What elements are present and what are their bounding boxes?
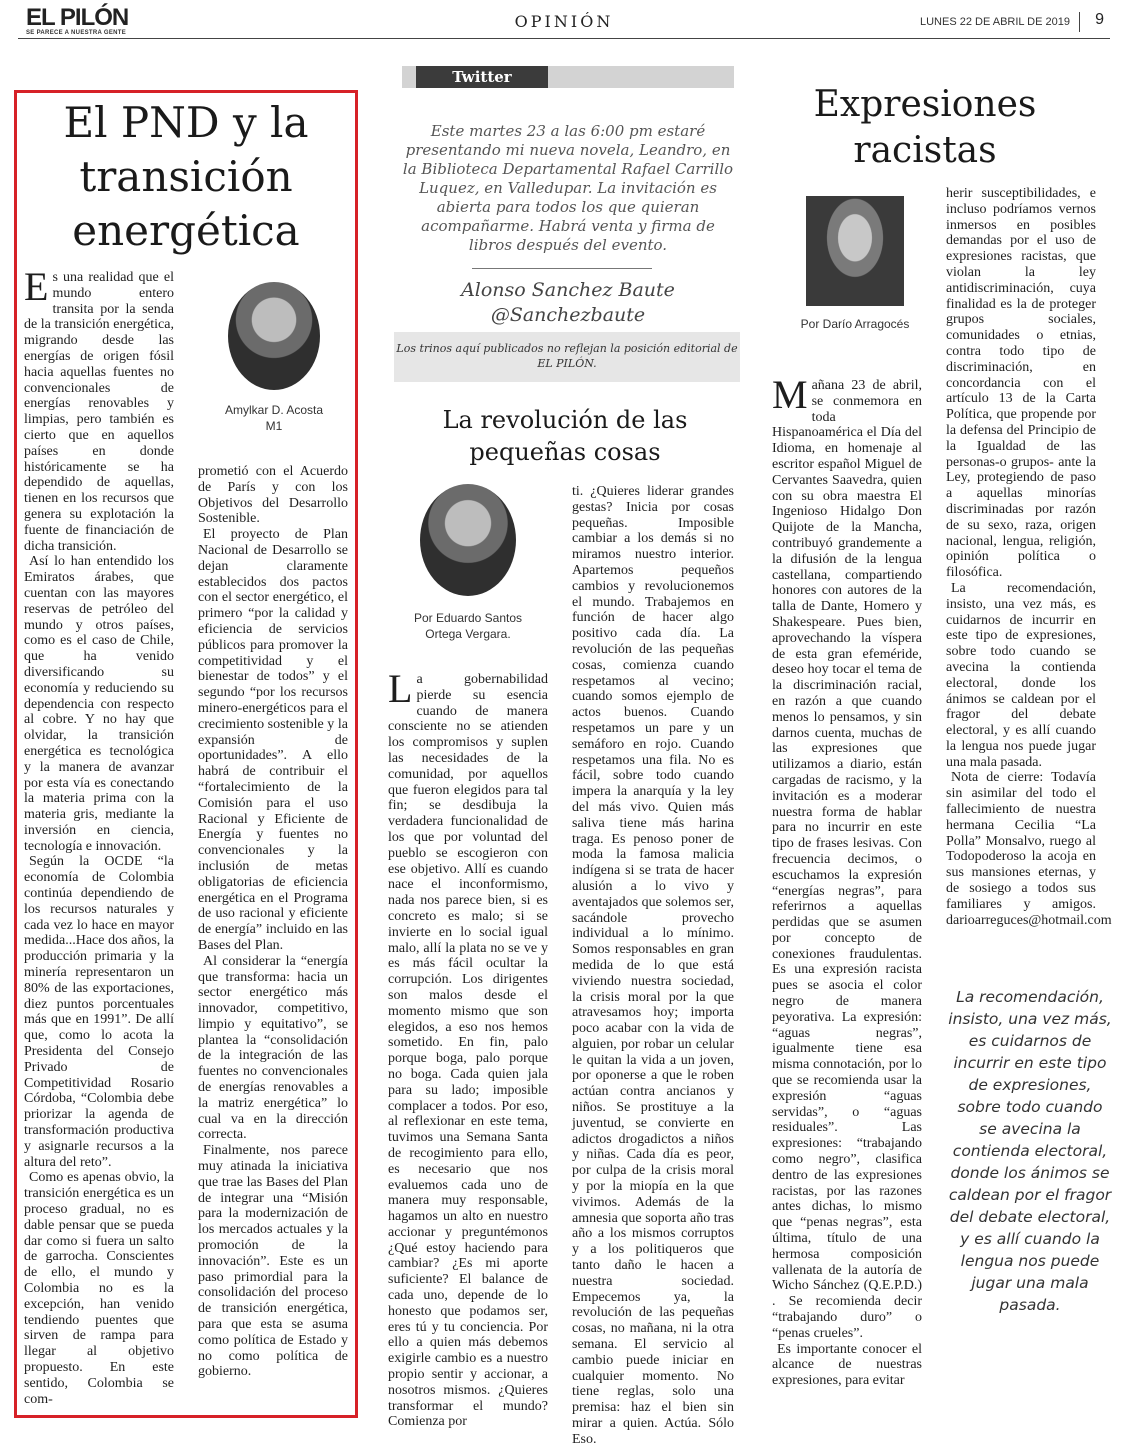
newspaper-tagline: SE PARECE A NUESTRA GENTE bbox=[26, 30, 127, 36]
article-1-title: El PND y la transición energética bbox=[63, 98, 309, 255]
article-2-byline: Por Eduardo Santos Ortega Vergara. bbox=[413, 611, 523, 641]
article-1-paragraph: Finalmente, nos parece muy atinada la iniciativa que trae las Bases del Plan de integrar una “Misión para la modernización de los mercados actuales y la promoción de la innovación”. Este es un paso primordial para la consolidación del proceso de transición energética, para que esta se asuma como política de Estado y no como política de gobierno. bbox=[198, 1143, 348, 1380]
article-1-paragraph: Según la OCDE “la economía de Colombia continúa dependiendo de los recursos naturales y cada vez lo hace en mayor medida...Hace dos años, la producción primaria y la minería representaron un 80% de las exportaciones, diez puntos porcentuales más que en 1991”. De allí que, como lo acota la Presidenta del Consejo Privado de Competitividad Rosario Córdoba, “Colombia debe priorizar la agenda de transformación productiva y asignarle recursos a la altura del reto”. bbox=[24, 854, 174, 1170]
article-2-dropcap: L bbox=[388, 666, 413, 711]
article-1-paragraph: El proyecto de Plan Nacional de Desarrollo se dejan claramente establecidos dos pactos con el sector energético, el primero “por la calidad y eficiencia de servicios públicos para promover la competitividad y el bienestar de todos” y el segundo “por los recursos minero-energéticos para el crecimiento sostenible y la expansión de oportunidades”. A ello habrá de contribuir el “fortalecimiento de la Comisión para el uso Racional y Eficiente de Energía y fuentes no convencionales y la inclusión de metas obligatorias de eficiencia energética en el Programa de uso racional y eficiente de energía” incluido en las Bases del Plan. bbox=[198, 527, 348, 953]
masthead bbox=[18, 4, 1110, 39]
article-2-paragraph: a gobernabilidad pierde su esencia cuando de manera consciente no se atienden los compromisos y suplen las necesidades de la comunidad, por aquellos que fueron elegidos para tal fin; se desdibuja la verdadera funcionalidad de los que por voluntad del pueblo se escogieron con ese objetivo. Allí es cuando nace el inconformismo, nada nos parece bien, si es concreto es malo; si se invierte en lo social igual malo, allí la plata no se ve y es más fácil ocultar la corrupción. Los dirigentes son malos desde el momento mismo que son elegidos, a eso nos hemos sometido. En fin, palo porque boga, palo porque no boga. Cada quien jala para su lado; imposible complacer a todos. Por eso, al reflexionar en este tema, tuvimos una Semana Santa de recogimiento para ello, es necesario que nos evaluemos cada uno de manera muy responsable, hagamos un alto en nuestro accionar y preguntémonos ¿Qué estoy haciendo para cambiar? ¿Es mi aporte suficiente? El balance de cada uno, depende de lo honesto que podamos ser, eres tú y tu conciencia. Por ello a quien más debemos exigirle cambio es a nuestro propio sentir y accionar, a nosotros mismos. ¿Quieres transformar el mundo? Comienza por bbox=[388, 672, 548, 1430]
newspaper-logo[interactable]: EL PILÓN bbox=[26, 4, 129, 31]
article-1-paragraph: prometió con el Acuerdo de París y con los Objetivos del Desarrollo Sostenible. bbox=[198, 464, 348, 527]
article-3-paragraph: La recomendación, insisto, una vez más, es cuidarnos de incurrir en este tipo de expresiones, sobre todo cuando se avecina la contienda electoral, donde los ánimos se caldean por el fragor del debate electoral, y es allí cuando la lengua nos puede jugar una mala pasada. bbox=[946, 580, 1096, 770]
article-2-column-2 bbox=[572, 484, 734, 1448]
author-photo-eduardo bbox=[420, 484, 516, 596]
author-photo-dario bbox=[806, 196, 904, 306]
article-3-dropcap: M bbox=[772, 372, 808, 417]
article-1-paragraph: s una realidad que el mundo entero transita por la senda de la transición energética, migrando desde las energías de origen fósil hacia aquellas fuentes no convencionales de energías renovables y limpias, pero también es cierto que en aquellos países en donde históricamente se ha dependido de aquellas, tienen en los recursos que genera su explotación la fuente de financiación de dicha transición. bbox=[24, 270, 174, 554]
tweet-author-handle[interactable]: @Sanchezbaute bbox=[490, 304, 646, 326]
article-1-byline: Amylkar D. Acosta M1 bbox=[224, 403, 324, 433]
issue-date: LUNES 22 DE ABRIL DE 2019 bbox=[919, 16, 1070, 28]
article-1-paragraph: Así lo han entendido los Emiratos árabes, que cuentan con las mayores reservas de petróleo del mundo y otros países, como es el caso de Chile, que ha venido diversificando su economía y reduciendo su dependencia con respecto al cobre. Y no hay que olvidar, la transición energética es tecnológica y la manera de avanzar por esta vía es conectando la materia prima con la materia gris, mediante la inversión en ciencia, tecnología e innovación. bbox=[24, 554, 174, 854]
article-3-column-1 bbox=[772, 372, 922, 1389]
twitter-label: Twitter bbox=[416, 66, 548, 88]
section-title: OPINIÓN bbox=[514, 12, 614, 31]
article-1-dropcap: E bbox=[24, 264, 49, 309]
article-2-title: La revolución de las pequeñas cosas bbox=[442, 406, 688, 466]
author-photo-amylkar bbox=[228, 282, 320, 390]
article-2-paragraph: ti. ¿Quieres liderar grandes gestas? Inicia por cosas pequeñas. Imposible cambiar a los demás si no miramos nuestro interior. Apartemos pequeños cambios y revolucionemos el mundo. Trabajemos en función de hacer algo positivo cada día. La revolución de las pequeñas cosas, comienza cuando respetamos al vecino; cuando somos ejemplo de actos buenos. Cuando respetamos un pare y un semáforo en rojo. Cuando respetamos una fila. No es fácil, sobre todo cuando impera la anarquía y la ley del más vivo. Quien más saliva tiene más harina traga. Es penoso poner de moda la famosa malicia indígena si se trata de hacer alusión a lo vivo y aventajados que solemos ser, sacándole provecho individual a lo mínimo. Somos responsables en gran medida de lo que está viviendo nuestra sociedad, la crisis moral por la que atravesamos hoy; importa poco acabar con la vida de alguien, por robar un celular le quitan la vida a un joven, por oponerse a que le roben actúan contra ancianos y niños. Se prostituye a la juventud, se convierte en adictos drogadictos a niños y niñas. Cada día es peor, por culpa de la crisis moral y por la miopía en la que vivimos. Además de la amnesia que soporta año tras año a los mismos corruptos y a los politiqueros que tanto daño le hacen a nuestra sociedad. Empecemos ya, la revolución de las pequeñas cosas, no mañana, ni la otra semana. El servicio al cambio puede iniciar en cualquier momento. No tiene reglas, solo una premisa: haz el bien sin mirar a quien. Actúa. Sólo Eso. bbox=[572, 484, 734, 1447]
article-3-paragraph: añana 23 de abril, se conmemora en toda Hispanoamérica el Día del Idioma, en homenaje al escritor español Miguel de Cervantes Saavedra, quien con su obra maestra El Ingenioso Hidalgo Don Quijote de la Mancha, contribuyó grandemente a la difusión de la lengua castellana, compartiendo honores con autores de la talla de Dante, Homero y Shakespeare. Pues bien, aprovechando la víspera de esta gran efeméride, deseo hoy tocar el tema de la discriminación racial, en razón a que cuando menos lo pensamos, y sin darnos cuenta, muchas de las expresiones que utilizamos a diario, están cargadas de racismo, y la invitación es a moderar nuestra forma de hablar para no incurrir en este tipo de frases lesivas. Con frecuencia decimos, o escuchamos la expresión “energías negras”, para referirnos a aquellas perdidas que se asumen por concepto de conexiones fraudulentas. Es una expresión racista pues se asocia el color negro de manera peyorativa. La expresión: “aguas negras”, igualmente tiene esa misma connotación, por lo que se recomienda usar la expresión “aguas servidas”, o “aguas residuales”. Las expresiones: “trabajando como negro”, clasifica dentro de las expresiones racistas, por las razones antes dichas, lo mismo que “penas negras”, esta última, título de una hermosa composición vallenata de la autoría de Wicho Sánchez (Q.E.P.D.) . Se recomienda decir “trabajando duro” o “penas crueles”. bbox=[772, 378, 922, 1341]
tweet-divider bbox=[472, 268, 652, 269]
article-3-title: Expresiones racistas bbox=[813, 84, 1037, 171]
twitter-disclaimer: Los trinos aquí publicados no reflejan la posición editorial de EL PILÓN. bbox=[394, 332, 740, 382]
article-1-column-2 bbox=[198, 464, 348, 1380]
twitter-header bbox=[402, 66, 734, 90]
page-number: 9 bbox=[1095, 11, 1104, 28]
article-2-column-1 bbox=[388, 666, 548, 1430]
article-3-byline: Por Darío Arragocés bbox=[800, 317, 910, 331]
article-3-paragraph: herir susceptibilidades, e incluso podríamos vernos inmersos en posibles demandas por el uso de expresiones racistas, que violan la ley antidiscriminación, cuya finalidad es la de proteger grupos sociales, comunidades o etnias, contra todo tipo de discriminación, en concordancia con el artículo 13 de la Carta Política, que propende por la defensa del Principio de la Igualdad de las personas-o grupos- ante la Ley, protegiendo de paso a aquellas minorías discriminadas por razón de su sexo, raza, origen nacional, lengua, religión, opinión política o filosófica. bbox=[946, 186, 1096, 581]
article-1-paragraph: Como es apenas obvio, la transición energética es un proceso gradual, no es dable pensar que se pueda dar como si fuera un salto de garrocha. Conscientes de ello, el mundo y Colombia no es la excepción, han venido tendiendo puentes que sirven de rampa para llegar al objetivo propuesto. En este sentido, Colombia se com- bbox=[24, 1170, 174, 1407]
article-3-paragraph: Es importante conocer el alcance de nuestras expresiones, para evitar bbox=[772, 1341, 922, 1389]
article-3-paragraph: Nota de cierre: Todavía sin asimilar del todo el fallecimiento de nuestra hermana Cecilia “La Polla” Monsalvo, ruego al Todopoderoso la acoja en sus mansiones eternas, y de sosiego a todos sus familiares y amigos. darioarreguces@hotmail.com bbox=[946, 770, 1112, 928]
header-divider bbox=[1079, 12, 1080, 32]
tweet-text: Este martes 23 a las 6:00 pm estaré presentando mi nueva novela, Leandro, en la Biblioteca Departamental Rafael Carrillo Luquez, en Valledupar. La invitación es abierta para todos los que quieran acompañarme. Habrá venta y firma de libros después del evento. bbox=[402, 122, 734, 254]
tweet-author bbox=[400, 278, 736, 328]
article-1-paragraph: Al considerar la “energía que transforma: hacia un sector energético más innovador, competitivo, limpio y equitativo”, se plantea la “consolidación de la integración de las fuentes no convencionales de energías renovables a la matriz energética” lo cual va en la dirección correcta. bbox=[198, 953, 348, 1143]
tweet-author-name: Alonso Sanchez Baute bbox=[461, 279, 675, 301]
article-1-column-1 bbox=[24, 264, 174, 1407]
article-3-column-2 bbox=[946, 186, 1112, 928]
pull-quote: La recomendación, insisto, una vez más, es cuidarnos de incurrir en este tipo de expresiones, sobre todo cuando se avecina la contienda electoral, donde los ánimos se caldean por el fragor del debate electoral, y es allí cuando la lengua nos puede jugar una mala pasada. bbox=[948, 988, 1112, 1314]
